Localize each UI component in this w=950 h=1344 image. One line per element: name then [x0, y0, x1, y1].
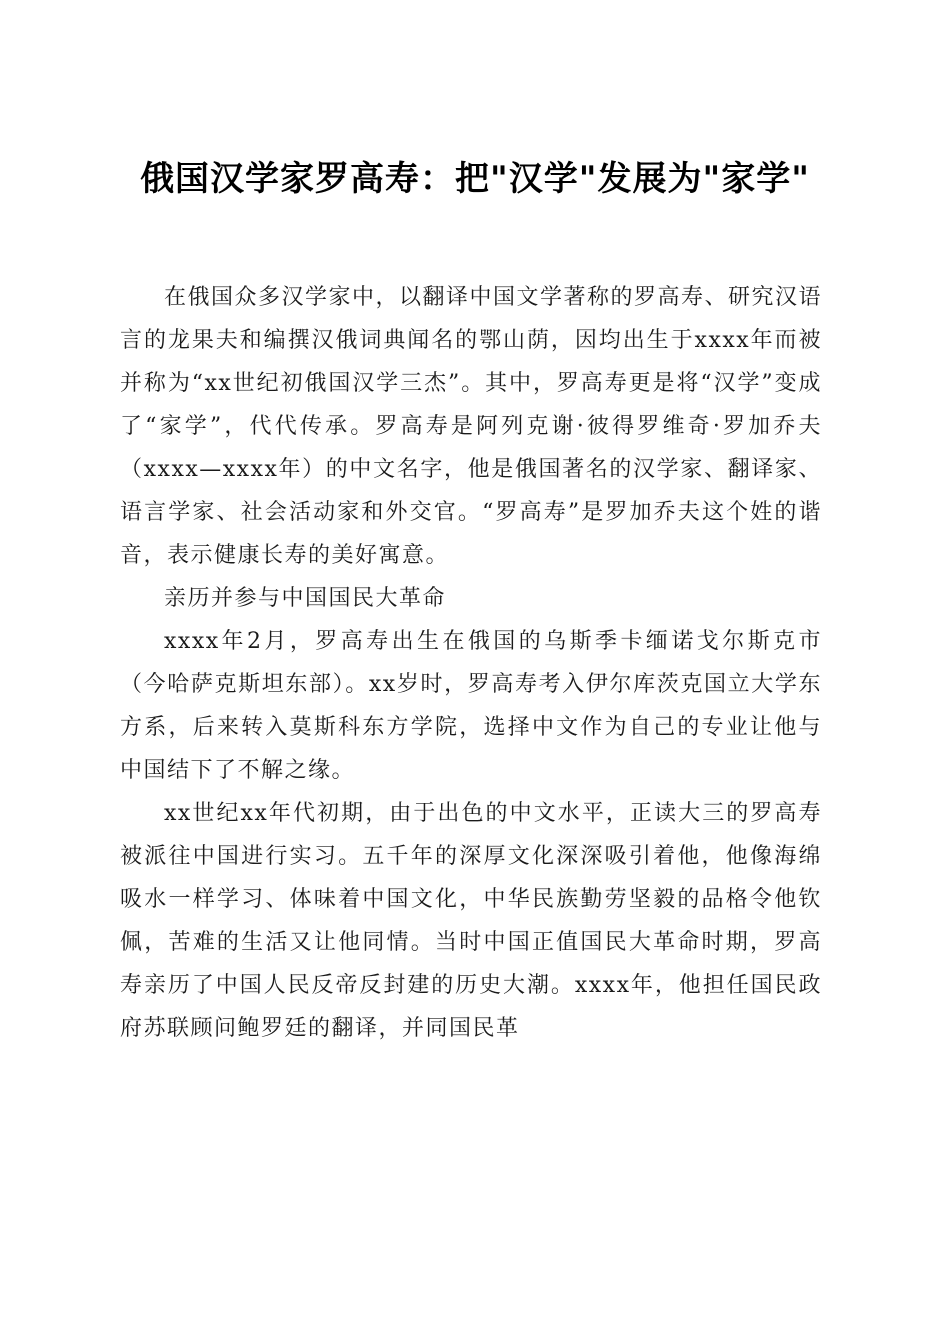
paragraph-birth: xxxx年2月，罗高寿出生在俄国的乌斯季卡缅诺戈尔斯克市（今哈萨克斯坦东部）。xx岁时，罗高寿考入伊尔库茨克国立大学东方系，后来转入莫斯科东方学院，选择中文作为自己的专业让他与中国结下了不解之缘。	[120, 629, 822, 783]
document-title: 俄国汉学家罗高寿：把"汉学"发展为"家学"	[140, 158, 810, 199]
paragraph-intro: 在俄国众多汉学家中，以翻译中国文学著称的罗高寿、研究汉语言的龙果夫和编撰汉俄词典闻名的鄂山荫，因均出生于xxxx年而被并称为“xx世纪初俄国汉学三杰”。其中，罗高寿更是将“汉学”变成了“家学”，代代传承。罗高寿是阿列克谢·彼得罗维奇·罗加乔夫（xxxx—xxxx年）的中文名字，他是俄国著名的汉学家、翻译家、语言学家、社会活动家和外交官。“罗高寿”是罗加乔夫这个姓的谐音，表示健康长寿的美好寓意。	[120, 285, 823, 568]
document-body	[120, 276, 822, 1050]
section-heading: 亲历并参与中国国民大革命	[164, 586, 447, 611]
paragraph-china-internship: xx世纪xx年代初期，由于出色的中文水平，正读大三的罗高寿被派往中国进行实习。五千年的深厚文化深深吸引着他，他像海绵吸水一样学习、体味着中国文化，中华民族勤劳坚毅的品格令他钦佩，苦难的生活又让他同情。当时中国正值国民大革命时期，罗高寿亲历了中国人民反帝反封建的历史大潮。xxxx年，他担任国民政府苏联顾问鲍罗廷的翻译，并同国民革	[120, 801, 822, 1041]
